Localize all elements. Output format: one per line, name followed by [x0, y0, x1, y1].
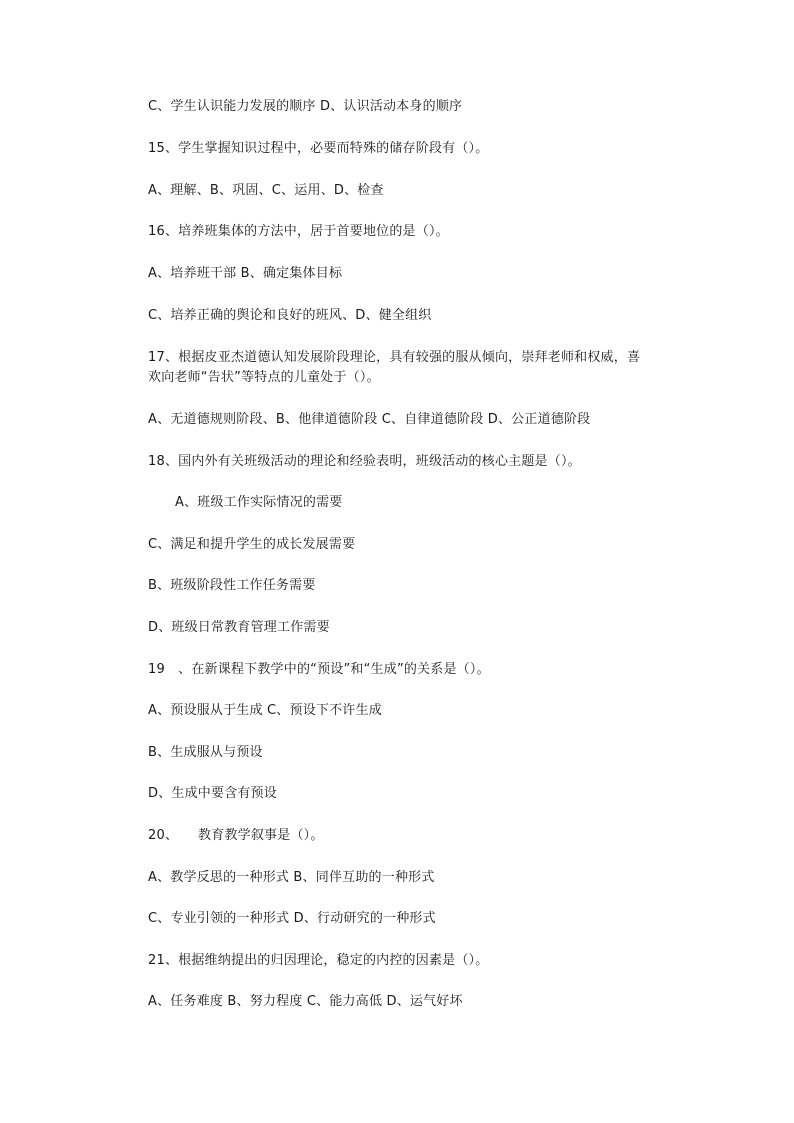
option-18-c: C、满足和提升学生的成长发展需要 — [148, 537, 356, 552]
option-line-15: A、理解、B、巩固、C、运用、D、检查 — [148, 183, 384, 198]
question-20: 20、 教育教学叙事是（）。 — [148, 828, 324, 843]
question-21: 21、根据维纳提出的归因理论，稳定的内控的因素是（）。 — [148, 953, 489, 968]
question-16: 16、培养班集体的方法中，居于首要地位的是（）。 — [148, 224, 449, 239]
option-line-14-cd: C、学生认识能力发展的顺序 D、认识活动本身的顺序 — [148, 99, 463, 114]
option-line-16-ab: A、培养班干部 B、确定集体目标 — [148, 266, 343, 281]
option-18-d: D、班级日常教育管理工作需要 — [148, 620, 330, 635]
option-20-cd: C、专业引领的一种形式 D、行动研究的一种形式 — [148, 911, 436, 926]
question-15: 15、学生掌握知识过程中，必要而特殊的储存阶段有（）。 — [148, 141, 489, 156]
option-19-ac: A、预设服从于生成 C、预设下不许生成 — [148, 703, 382, 718]
option-19-b: B、生成服从与预设 — [148, 745, 263, 760]
option-18-b: B、班级阶段性工作任务需要 — [148, 578, 316, 593]
option-19-d: D、生成中要含有预设 — [148, 786, 278, 801]
question-17-part1: 17、根据皮亚杰道德认知发展阶段理论，具有较强的服从倾向，崇拜老师和权威，喜 — [148, 350, 641, 365]
option-18-a: A、班级工作实际情况的需要 — [175, 495, 343, 510]
question-17-part2: 欢向老师“告状”等特点的儿童处于（）。 — [148, 370, 380, 385]
option-line-17: A、无道德规则阶段、B、他律道德阶段 C、自律道德阶段 D、公正道德阶段 — [148, 412, 591, 427]
option-20-ab: A、教学反思的一种形式 B、同伴互助的一种形式 — [148, 870, 435, 885]
option-21: A、任务难度 B、努力程度 C、能力高低 D、运气好坏 — [148, 994, 463, 1009]
question-18: 18、国内外有关班级活动的理论和经验表明，班级活动的核心主题是（）。 — [148, 454, 581, 469]
option-line-16-cd: C、培养正确的舆论和良好的班风、D、健全组织 — [148, 308, 432, 323]
question-19: 19 、在新课程下教学中的“预设”和“生成”的关系是（）。 — [148, 662, 490, 677]
